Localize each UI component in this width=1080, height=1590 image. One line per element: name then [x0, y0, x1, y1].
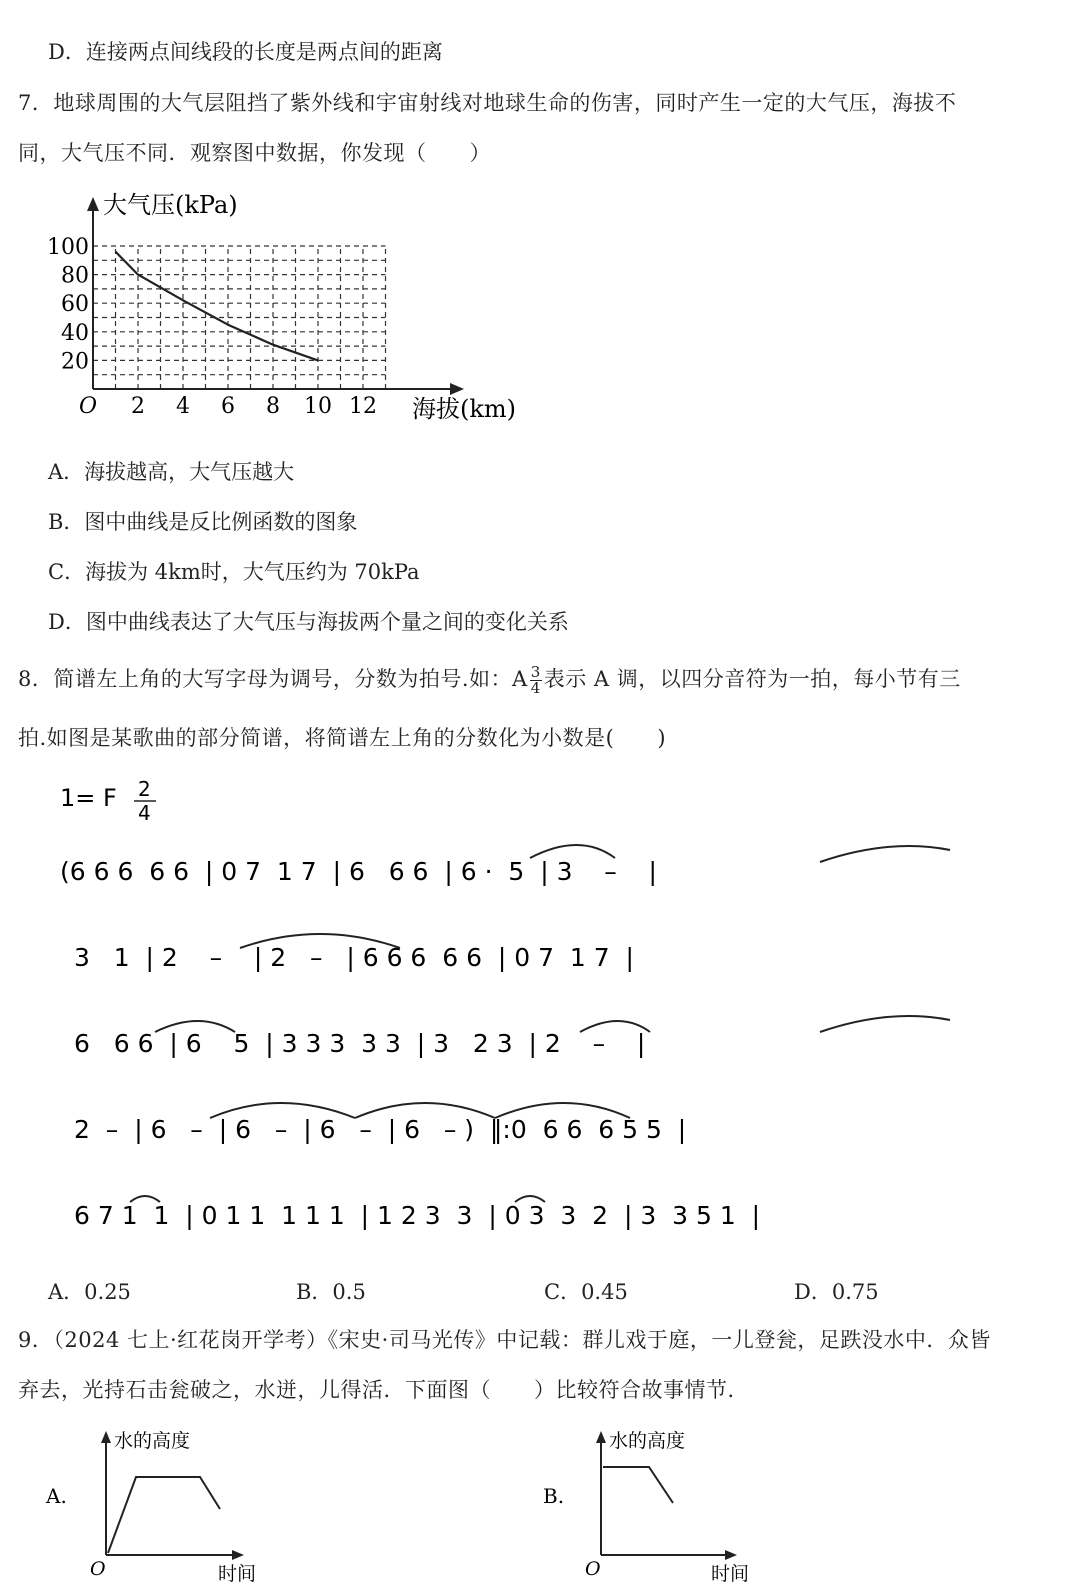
score-row-5: 6 7 1 1 | 0 1 1 1 1 1 | 1 2 3 3 | 0 3 3 2 | 3 3 5 1 | [74, 1201, 761, 1230]
x-tick-label: 8 [266, 394, 280, 419]
origin-label: O [79, 394, 98, 419]
graph-b-curve [603, 1467, 673, 1503]
x-tick-label: 2 [131, 394, 145, 419]
score-row-2: 3 1 | 2 – | 2 – | 6 6 6 6 6 | 0 7 1 7 | [74, 943, 634, 972]
q9-stem-line-2: 弃去，光持石击瓮破之，水迸，儿得活．下面图（ ）比较符合故事情节． [18, 1378, 749, 1402]
q7-option-d: D．图中曲线表达了大气压与海拔两个量之间的变化关系 [48, 610, 569, 634]
q7-stem-line-1: 7．地球周围的大气层阻挡了紫外线和宇宙射线对地球生命的伤害，同时产生一定的大气压，海拔不 [18, 91, 957, 115]
q7-stem-line-2: 同，大气压不同．观察图中数据，你发现（ ） [18, 141, 491, 165]
y-tick-label: 100 [47, 235, 89, 260]
y-axis-arrow [87, 197, 99, 211]
pressure-altitude-chart [40, 185, 560, 435]
graph-a-x-label: 时间 [218, 1563, 257, 1585]
q8-option-d: D．0.75 [794, 1280, 879, 1304]
score-row-3: 6 6 6 | 6 5 | 3 3 3 3 3 | 3 2 3 | 2 – | [74, 1029, 646, 1058]
x-tick-label: 12 [349, 394, 377, 419]
q9-graph-b [537, 1425, 797, 1585]
slur [820, 846, 950, 862]
score-time-denominator: 4 [138, 801, 151, 825]
graph-b-y-label: 水的高度 [609, 1430, 686, 1452]
slur [820, 1016, 950, 1032]
graph-a-curve [108, 1477, 220, 1553]
y-tick-label: 40 [61, 320, 89, 346]
x-tick-label: 4 [176, 394, 190, 419]
y-tick-label: 80 [61, 263, 89, 289]
q8-stem-part-a: 8．简谱左上角的大写字母为调号，分数为拍号.如：A [18, 667, 528, 691]
score-row-1: (6 6 6 6 6 | 0 7 1 7 | 6 6 6 | 6 · 5 | 3 – | [60, 857, 657, 886]
graph-a-x-arrow [232, 1550, 244, 1560]
score-key: 1= F [60, 784, 117, 812]
x-tick-label: 6 [221, 394, 235, 419]
q8-stem-line-2: 拍.如图是某歌曲的部分简谱，将简谱左上角的分数化为小数是( ) [18, 726, 667, 750]
q8-option-b: B．0.5 [296, 1280, 366, 1304]
x-axis-label: 海拔(km) [412, 395, 517, 423]
y-axis-label: 大气压(kPa) [103, 191, 238, 219]
graph-a-label: A. [46, 1484, 67, 1508]
graph-b-y-arrow [596, 1431, 606, 1443]
numbered-music-score [60, 770, 960, 1240]
graph-a-origin: O [90, 1558, 106, 1580]
graph-b-x-label: 时间 [711, 1563, 750, 1585]
q9-graph-a [40, 1425, 300, 1585]
q8-stem-part-b: 表示 A 调，以四分音符为一拍，每小节有三 [543, 667, 961, 691]
graph-b-label: B. [543, 1484, 565, 1508]
q8-fraction-denominator: 4 [530, 679, 541, 697]
pressure-curve [116, 252, 319, 361]
graph-a-y-label: 水的高度 [114, 1430, 191, 1452]
q7-option-a: A．海拔越高，大气压越大 [48, 460, 295, 484]
y-tick-label: 20 [61, 349, 89, 375]
graph-b-x-arrow [725, 1550, 737, 1560]
y-tick-label: 60 [61, 292, 89, 318]
x-tick-label: 10 [304, 394, 332, 419]
q8-fraction [530, 665, 542, 696]
graph-b-origin: O [585, 1558, 601, 1580]
graph-a-y-arrow [101, 1431, 111, 1443]
q9-stem-line-1: 9．（2024 七上·红花岗开学考）《宋史·司马光传》中记载：群儿戏于庭，一儿登瓮，足跌没水中．众皆 [18, 1328, 991, 1352]
score-row-4: 2 – | 6 – | 6 – | 6 – | 6 – ) ‖:0 6 6 6 5 5 | [74, 1115, 687, 1144]
x-axis-arrow [450, 383, 464, 395]
q6-option-d: D．连接两点间线段的长度是两点间的距离 [48, 40, 443, 64]
q8-option-c: C．0.45 [544, 1280, 628, 1304]
q7-option-c: C．海拔为 4km时，大气压约为 70kPa [48, 560, 420, 584]
q7-option-b: B．图中曲线是反比例函数的图象 [48, 510, 358, 534]
score-time-numerator: 2 [138, 777, 151, 801]
q8-option-a: A．0.25 [48, 1280, 131, 1304]
q8-stem-line-1 [18, 663, 961, 696]
q8-fraction-numerator: 3 [530, 663, 541, 681]
